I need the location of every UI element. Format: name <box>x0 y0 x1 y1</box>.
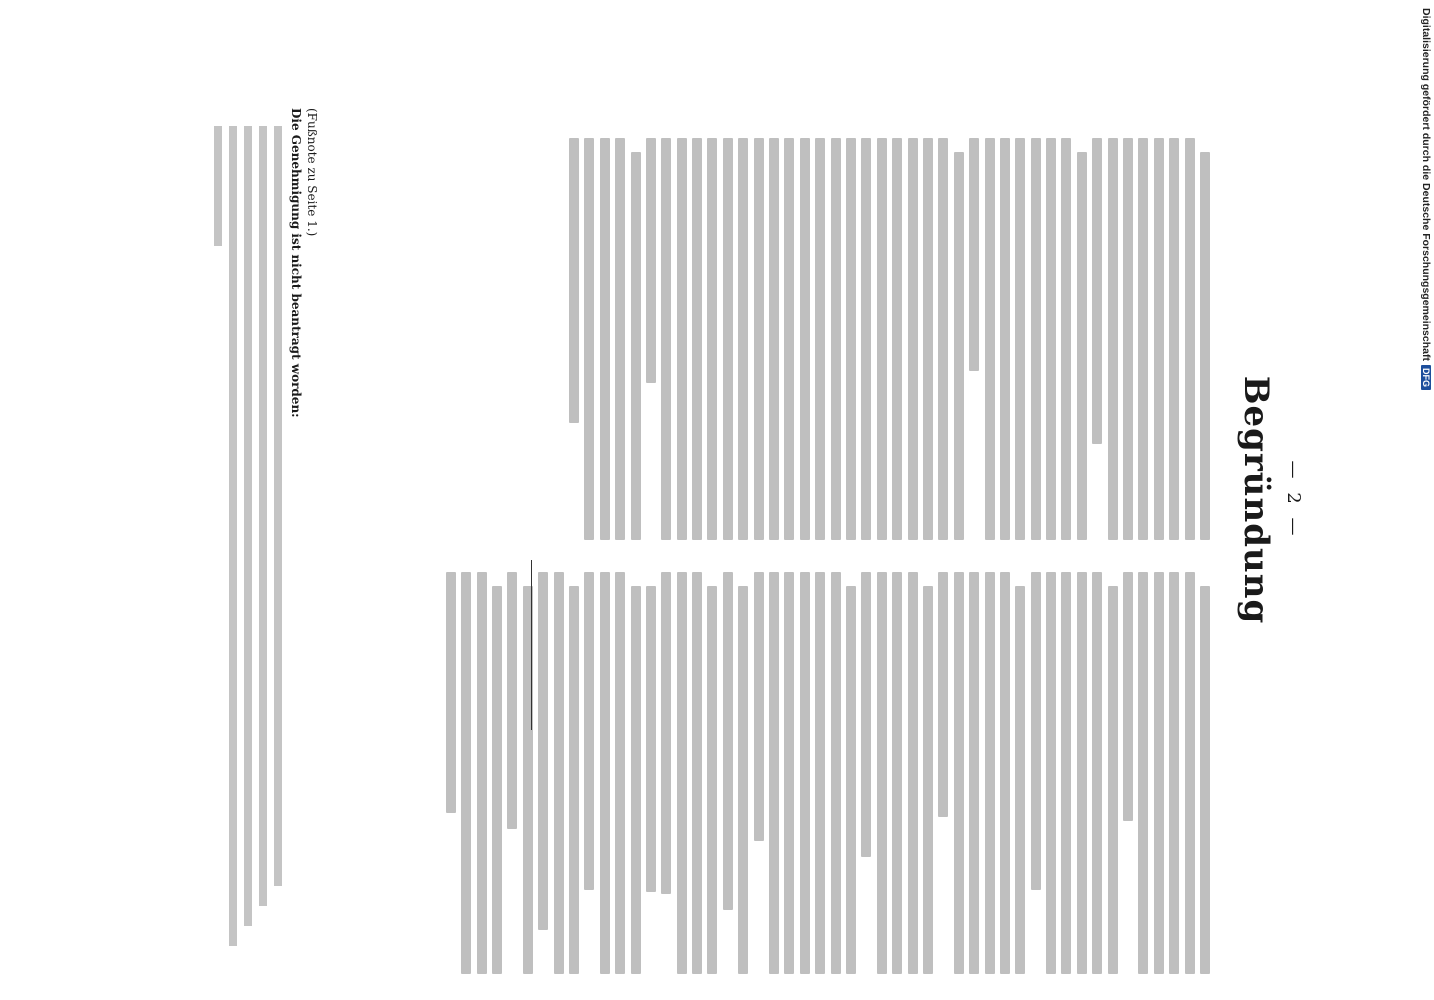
text-line <box>1031 138 1041 540</box>
footnote-divider <box>531 560 532 730</box>
text-line <box>1108 138 1118 540</box>
text-line <box>692 138 702 540</box>
text-line <box>1169 138 1179 540</box>
text-line <box>661 572 671 894</box>
text-line <box>784 572 794 974</box>
text-line <box>1154 572 1164 974</box>
text-line <box>1092 138 1102 444</box>
text-line <box>831 138 841 540</box>
text-line <box>923 586 933 974</box>
text-line <box>1046 572 1056 974</box>
text-line <box>969 138 979 371</box>
text-line <box>861 138 871 540</box>
text-line <box>677 572 687 974</box>
text-line <box>1077 572 1087 974</box>
text-line <box>646 138 656 383</box>
text-line <box>800 138 810 540</box>
text-line <box>784 138 794 540</box>
text-line <box>615 572 625 974</box>
text-line <box>1077 152 1087 540</box>
text-line <box>769 572 779 974</box>
text-line <box>1015 138 1025 540</box>
text-line <box>631 152 641 540</box>
text-line <box>1185 138 1195 540</box>
text-line <box>1138 572 1148 974</box>
text-line <box>738 586 748 974</box>
text-line <box>1061 138 1071 540</box>
text-line <box>908 572 918 974</box>
footnote-item <box>259 126 267 906</box>
text-line <box>892 572 902 974</box>
text-line <box>631 586 641 974</box>
text-column-right <box>446 572 1210 974</box>
text-line <box>815 138 825 540</box>
text-line <box>661 138 671 540</box>
text-line <box>754 572 764 841</box>
text-line <box>1108 586 1118 974</box>
footnote-item <box>229 126 237 946</box>
text-line <box>985 572 995 974</box>
text-line <box>723 572 733 910</box>
text-column-left <box>569 138 1210 540</box>
text-line <box>692 572 702 974</box>
text-line <box>477 572 487 974</box>
text-line <box>584 572 594 890</box>
text-line <box>569 586 579 974</box>
text-line <box>1092 572 1102 974</box>
text-line <box>646 586 656 892</box>
text-line <box>1123 138 1133 540</box>
text-line <box>461 572 471 974</box>
text-line <box>738 138 748 540</box>
text-line <box>446 572 456 813</box>
footnote-item <box>274 126 282 886</box>
text-line <box>1061 572 1071 974</box>
document-page <box>134 0 1400 1000</box>
text-line <box>954 152 964 540</box>
text-line <box>938 138 948 540</box>
text-line <box>1046 138 1056 540</box>
text-line <box>846 586 856 974</box>
text-line <box>723 138 733 540</box>
text-line <box>1031 572 1041 890</box>
dfg-logo-icon: DFG <box>1421 365 1431 390</box>
page-number: — 2 — <box>1283 460 1304 540</box>
text-line <box>538 572 548 930</box>
text-line <box>708 138 718 540</box>
footnote-lead: Die Genehmigung ist nicht beantragt worden: <box>289 108 303 418</box>
text-line <box>831 572 841 974</box>
text-line <box>569 138 579 423</box>
text-line <box>1200 152 1210 540</box>
text-line <box>1000 572 1010 974</box>
text-line <box>769 138 779 540</box>
text-line <box>600 572 610 974</box>
text-line <box>1185 572 1195 974</box>
text-line <box>492 586 502 974</box>
text-line <box>892 138 902 540</box>
text-line <box>1123 572 1133 821</box>
text-line <box>908 138 918 540</box>
text-line <box>754 138 764 540</box>
text-line <box>877 138 887 540</box>
text-line <box>677 138 687 540</box>
footnotes <box>207 108 320 968</box>
text-line <box>600 138 610 540</box>
text-line <box>1169 572 1179 974</box>
text-line <box>923 138 933 540</box>
text-line <box>1015 586 1025 974</box>
text-line <box>846 138 856 540</box>
text-line <box>584 138 594 540</box>
text-line <box>815 572 825 974</box>
text-line <box>1154 138 1164 540</box>
text-line <box>861 572 871 857</box>
text-line <box>708 586 718 974</box>
text-line <box>1138 138 1148 540</box>
digitization-credit <box>1418 8 1432 392</box>
text-line <box>969 572 979 974</box>
text-line <box>554 572 564 974</box>
text-line <box>800 572 810 974</box>
text-line <box>938 572 948 817</box>
text-line <box>877 572 887 974</box>
page-title: Begründung <box>1236 375 1276 625</box>
text-line <box>1000 138 1010 540</box>
text-line <box>615 138 625 540</box>
text-line <box>1200 586 1210 974</box>
footnote-item <box>214 126 222 246</box>
footnote-reference: (Fußnote zu Seite 1.) <box>305 108 319 237</box>
text-line <box>985 138 995 540</box>
credit-text: Digitalisierung gefördert durch die Deutsche Forschungsgemeinschaft <box>1420 8 1432 361</box>
text-line <box>954 572 964 974</box>
text-line <box>507 572 517 829</box>
footnote-item <box>244 126 252 926</box>
